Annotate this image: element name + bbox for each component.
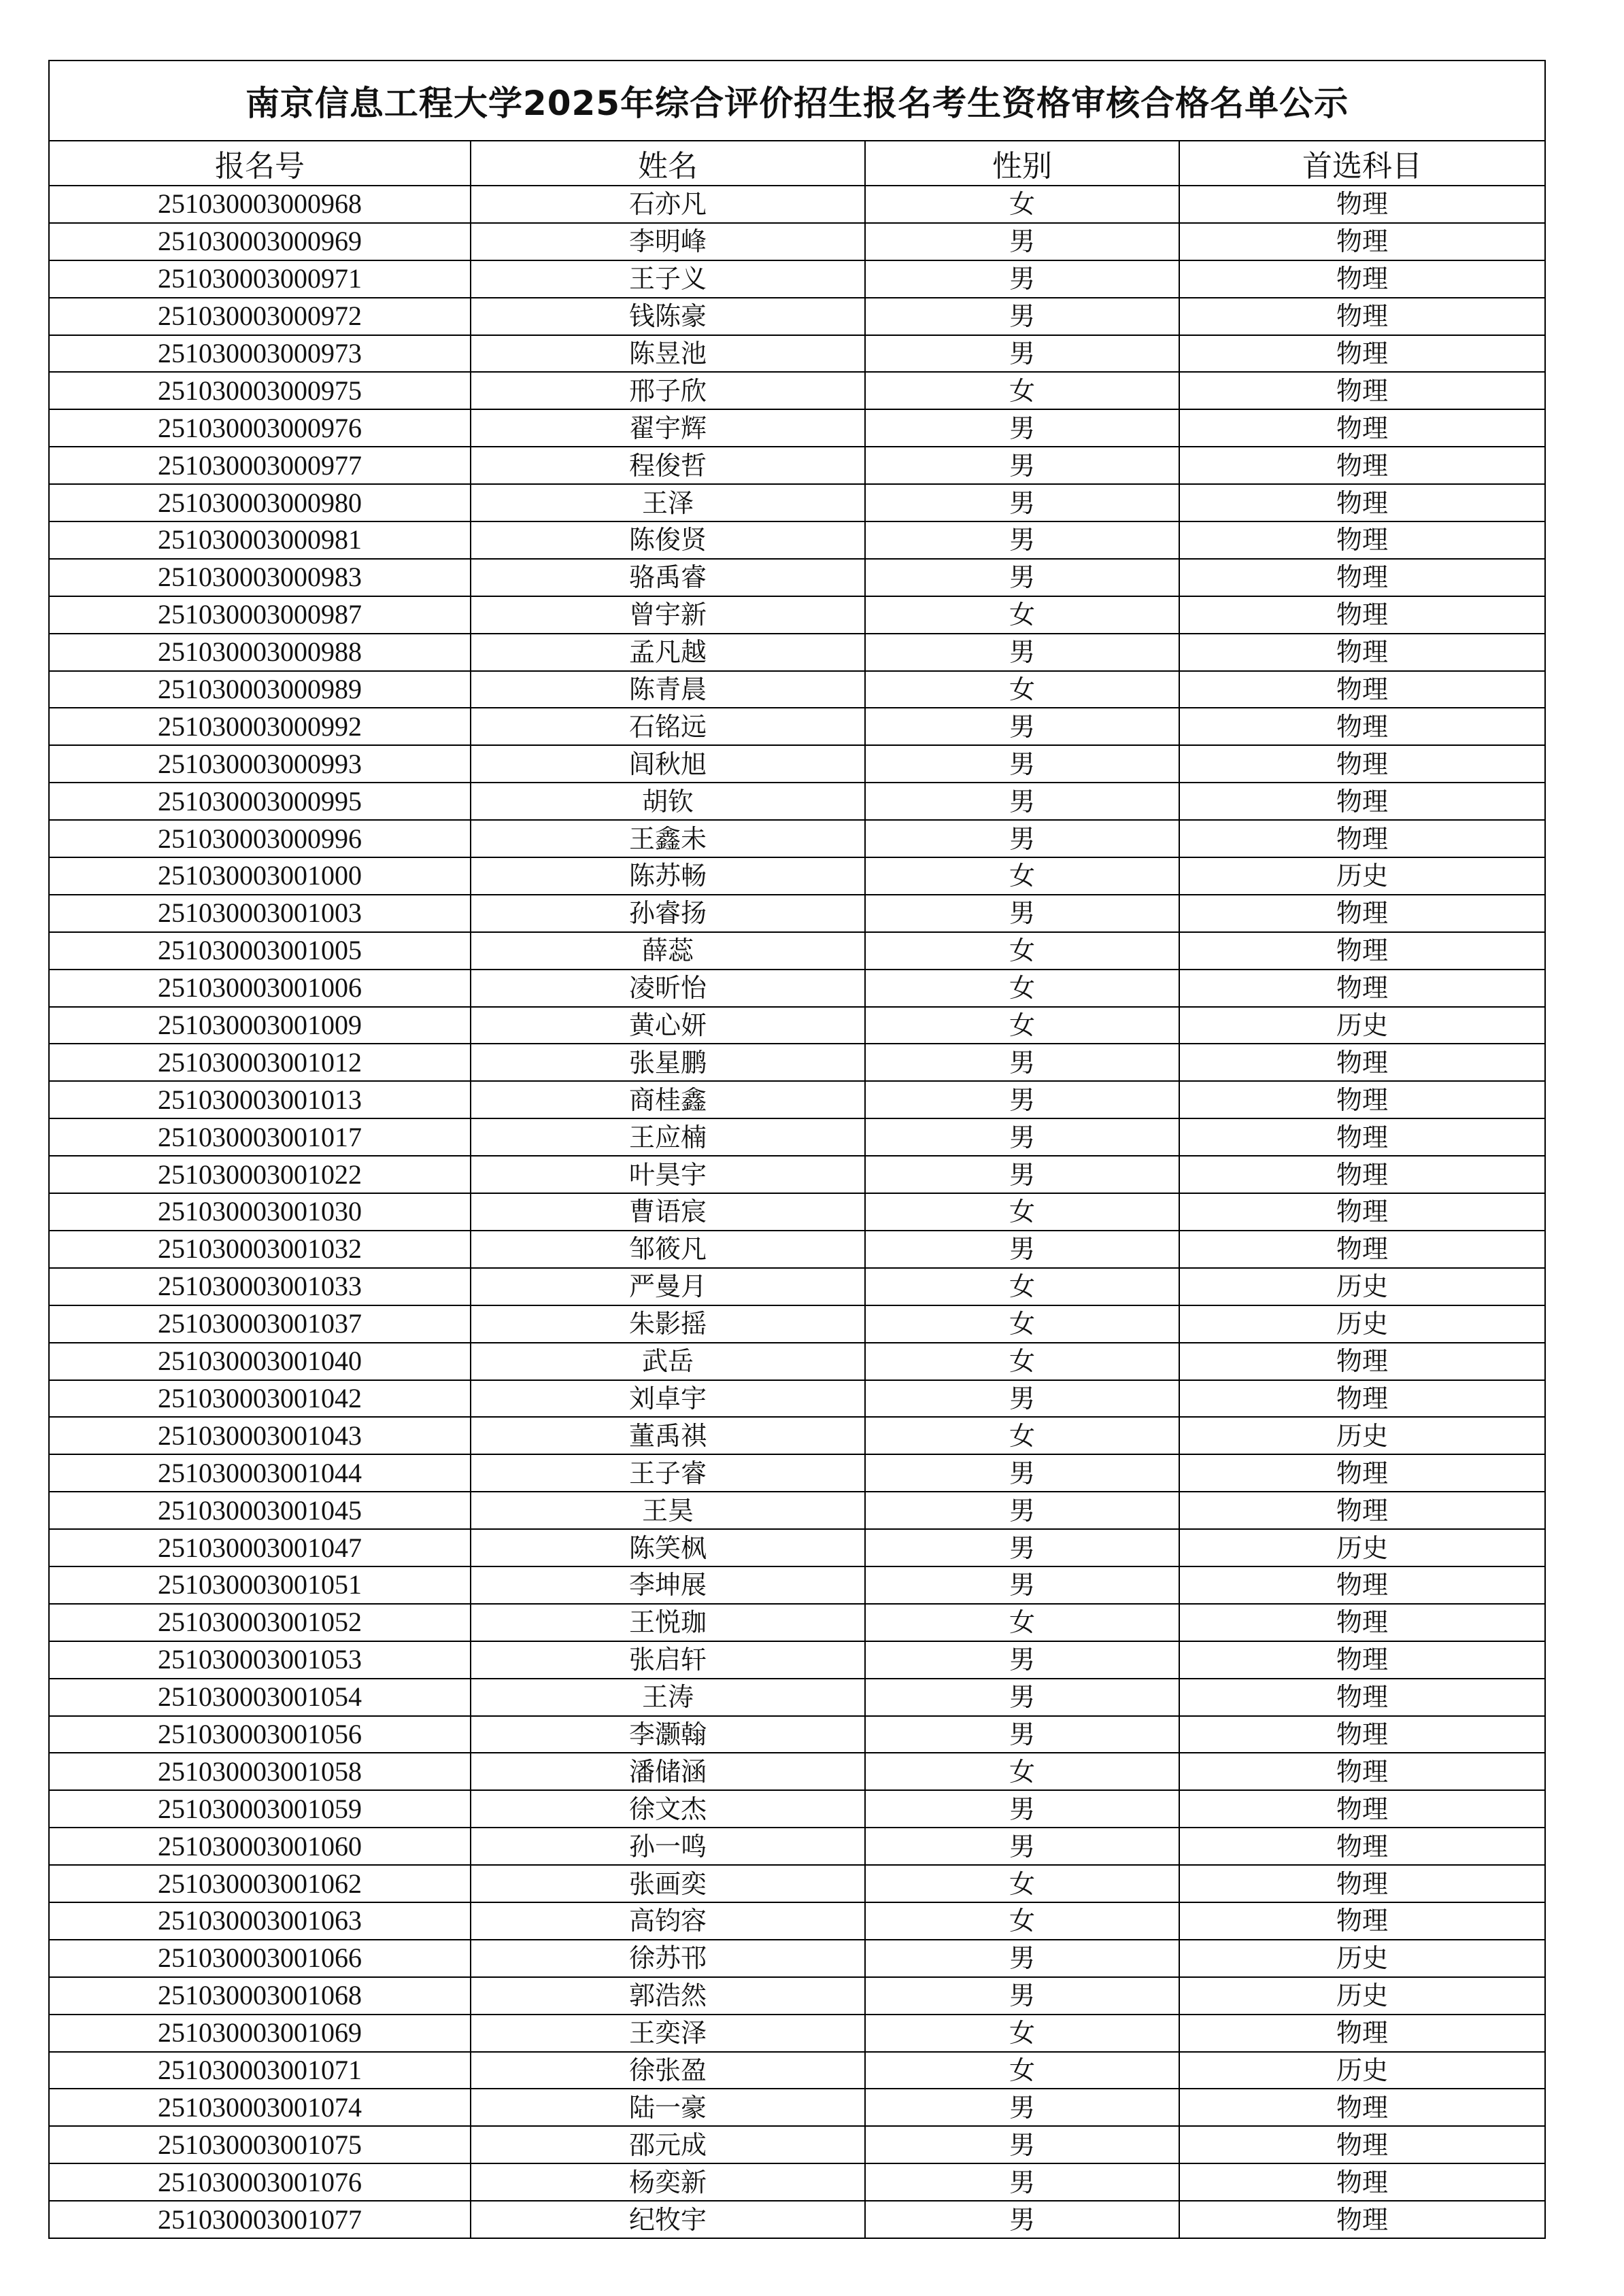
gender-cell: 男 <box>865 260 1179 298</box>
name-cell: 邢子欣 <box>471 372 865 409</box>
name-cell: 凌昕怡 <box>471 970 865 1007</box>
subject-cell: 物理 <box>1179 1790 1545 1828</box>
column-header-name: 姓名 <box>471 141 865 186</box>
name-cell: 徐文杰 <box>471 1790 865 1828</box>
subject-cell: 物理 <box>1179 260 1545 298</box>
gender-cell: 男 <box>865 1679 1179 1716</box>
subject-cell: 历史 <box>1179 1007 1545 1044</box>
table-row <box>49 186 1545 223</box>
gender-cell: 女 <box>865 1343 1179 1380</box>
gender-cell: 男 <box>865 335 1179 373</box>
name-cell: 黄心妍 <box>471 1007 865 1044</box>
gender-cell: 男 <box>865 1940 1179 1977</box>
gender-cell: 女 <box>865 186 1179 223</box>
name-cell: 陈昱池 <box>471 335 865 373</box>
registration-no-cell: 251030003001012 <box>49 1044 471 1081</box>
page-title: 南京信息工程大学2025年综合评价招生报名考生资格审核合格名单公示 <box>49 61 1545 141</box>
subject-cell: 物理 <box>1179 820 1545 857</box>
registration-no-cell: 251030003001003 <box>49 895 471 932</box>
table-row <box>49 1118 1545 1156</box>
table-row <box>49 335 1545 373</box>
subject-cell: 物理 <box>1179 708 1545 745</box>
registration-no-cell: 251030003001040 <box>49 1343 471 1380</box>
table-row <box>49 857 1545 895</box>
table-row <box>49 2052 1545 2089</box>
column-header-registration-no: 报名号 <box>49 141 471 186</box>
title-row <box>49 61 1545 141</box>
registration-no-cell: 251030003001066 <box>49 1940 471 1977</box>
registration-no-cell: 251030003001030 <box>49 1193 471 1231</box>
gender-cell: 男 <box>865 1156 1179 1193</box>
gender-cell: 女 <box>865 1865 1179 1902</box>
name-cell: 潘储涵 <box>471 1753 865 1790</box>
subject-cell: 物理 <box>1179 1865 1545 1902</box>
table-row <box>49 1156 1545 1193</box>
subject-cell: 物理 <box>1179 1641 1545 1679</box>
subject-cell: 物理 <box>1179 1081 1545 1118</box>
registration-no-cell: 251030003001033 <box>49 1268 471 1305</box>
registration-no-cell: 251030003001000 <box>49 857 471 895</box>
table-row <box>49 447 1545 484</box>
registration-no-cell: 251030003001076 <box>49 2163 471 2201</box>
gender-cell: 男 <box>865 2201 1179 2238</box>
gender-cell: 女 <box>865 857 1179 895</box>
name-cell: 陈笑枫 <box>471 1529 865 1566</box>
name-cell: 胡钦 <box>471 783 865 820</box>
name-cell: 程俊哲 <box>471 447 865 484</box>
table-row <box>49 820 1545 857</box>
name-cell: 陈青晨 <box>471 671 865 708</box>
gender-cell: 女 <box>865 2015 1179 2052</box>
gender-cell: 男 <box>865 634 1179 671</box>
gender-cell: 男 <box>865 2163 1179 2201</box>
table-row <box>49 1231 1545 1268</box>
registration-no-cell: 251030003001075 <box>49 2126 471 2163</box>
subject-cell: 物理 <box>1179 1118 1545 1156</box>
subject-cell: 物理 <box>1179 2163 1545 2201</box>
admission-list-table <box>48 60 1546 2239</box>
gender-cell: 男 <box>865 1044 1179 1081</box>
subject-cell: 物理 <box>1179 634 1545 671</box>
gender-cell: 男 <box>865 1454 1179 1492</box>
subject-cell: 物理 <box>1179 1828 1545 1865</box>
registration-no-cell: 251030003001077 <box>49 2201 471 2238</box>
gender-cell: 男 <box>865 1716 1179 1753</box>
table-row <box>49 596 1545 634</box>
registration-no-cell: 251030003000993 <box>49 745 471 783</box>
subject-cell: 物理 <box>1179 298 1545 335</box>
registration-no-cell: 251030003001005 <box>49 932 471 970</box>
name-cell: 石铭远 <box>471 708 865 745</box>
table-row <box>49 1977 1545 2015</box>
name-cell: 钱陈豪 <box>471 298 865 335</box>
name-cell: 徐张盈 <box>471 2052 865 2089</box>
registration-no-cell: 251030003001054 <box>49 1679 471 1716</box>
table-row <box>49 1790 1545 1828</box>
name-cell: 武岳 <box>471 1343 865 1380</box>
gender-cell: 男 <box>865 447 1179 484</box>
registration-no-cell: 251030003001068 <box>49 1977 471 2015</box>
registration-no-cell: 251030003001058 <box>49 1753 471 1790</box>
registration-no-cell: 251030003000977 <box>49 447 471 484</box>
table-row <box>49 634 1545 671</box>
subject-cell: 物理 <box>1179 596 1545 634</box>
name-cell: 王涛 <box>471 1679 865 1716</box>
column-header-gender: 性别 <box>865 141 1179 186</box>
subject-cell: 物理 <box>1179 745 1545 783</box>
registration-no-cell: 251030003001052 <box>49 1604 471 1641</box>
header-row <box>49 141 1545 186</box>
name-cell: 王悦珈 <box>471 1604 865 1641</box>
subject-cell: 物理 <box>1179 1566 1545 1604</box>
registration-no-cell: 251030003001045 <box>49 1492 471 1529</box>
table-row <box>49 1268 1545 1305</box>
subject-cell: 历史 <box>1179 2052 1545 2089</box>
subject-cell: 物理 <box>1179 1454 1545 1492</box>
registration-no-cell: 251030003001071 <box>49 2052 471 2089</box>
gender-cell: 女 <box>865 1193 1179 1231</box>
name-cell: 张画奕 <box>471 1865 865 1902</box>
table-row <box>49 1492 1545 1529</box>
subject-cell: 物理 <box>1179 1380 1545 1418</box>
subject-cell: 物理 <box>1179 1604 1545 1641</box>
registration-no-cell: 251030003000976 <box>49 409 471 447</box>
name-cell: 骆禹睿 <box>471 559 865 596</box>
name-cell: 王子睿 <box>471 1454 865 1492</box>
gender-cell: 男 <box>865 559 1179 596</box>
gender-cell: 男 <box>865 1118 1179 1156</box>
registration-no-cell: 251030003001042 <box>49 1380 471 1418</box>
table-row <box>49 1828 1545 1865</box>
gender-cell: 男 <box>865 1641 1179 1679</box>
name-cell: 石亦凡 <box>471 186 865 223</box>
table-row <box>49 1305 1545 1343</box>
table-row <box>49 2163 1545 2201</box>
gender-cell: 女 <box>865 932 1179 970</box>
subject-cell: 物理 <box>1179 1343 1545 1380</box>
registration-no-cell: 251030003000988 <box>49 634 471 671</box>
subject-cell: 历史 <box>1179 1940 1545 1977</box>
table-row <box>49 970 1545 1007</box>
subject-cell: 物理 <box>1179 1492 1545 1529</box>
gender-cell: 男 <box>865 1529 1179 1566</box>
table-row <box>49 1753 1545 1790</box>
subject-cell: 历史 <box>1179 857 1545 895</box>
subject-cell: 物理 <box>1179 895 1545 932</box>
table-row <box>49 1679 1545 1716</box>
name-cell: 王子义 <box>471 260 865 298</box>
name-cell: 陈俊贤 <box>471 521 865 559</box>
name-cell: 王昊 <box>471 1492 865 1529</box>
registration-no-cell: 251030003001022 <box>49 1156 471 1193</box>
gender-cell: 男 <box>865 1380 1179 1418</box>
registration-no-cell: 251030003001032 <box>49 1231 471 1268</box>
registration-no-cell: 251030003001013 <box>49 1081 471 1118</box>
table-row <box>49 1902 1545 1940</box>
table-row <box>49 783 1545 820</box>
registration-no-cell: 251030003001006 <box>49 970 471 1007</box>
gender-cell: 男 <box>865 1231 1179 1268</box>
subject-cell: 物理 <box>1179 409 1545 447</box>
name-cell: 闾秋旭 <box>471 745 865 783</box>
table-row <box>49 745 1545 783</box>
name-cell: 邵元成 <box>471 2126 865 2163</box>
subject-cell: 物理 <box>1179 671 1545 708</box>
subject-cell: 物理 <box>1179 335 1545 373</box>
name-cell: 杨奕新 <box>471 2163 865 2201</box>
name-cell: 张星鹏 <box>471 1044 865 1081</box>
subject-cell: 物理 <box>1179 484 1545 521</box>
subject-cell: 物理 <box>1179 932 1545 970</box>
registration-no-cell: 251030003000972 <box>49 298 471 335</box>
name-cell: 张启轩 <box>471 1641 865 1679</box>
gender-cell: 男 <box>865 1828 1179 1865</box>
registration-no-cell: 251030003001043 <box>49 1417 471 1454</box>
registration-no-cell: 251030003000995 <box>49 783 471 820</box>
name-cell: 董禹祺 <box>471 1417 865 1454</box>
gender-cell: 女 <box>865 372 1179 409</box>
name-cell: 王泽 <box>471 484 865 521</box>
subject-cell: 物理 <box>1179 1753 1545 1790</box>
gender-cell: 男 <box>865 521 1179 559</box>
registration-no-cell: 251030003000969 <box>49 223 471 260</box>
registration-no-cell: 251030003001047 <box>49 1529 471 1566</box>
registration-no-cell: 251030003000981 <box>49 521 471 559</box>
registration-no-cell: 251030003000980 <box>49 484 471 521</box>
table-row <box>49 2126 1545 2163</box>
table-row <box>49 372 1545 409</box>
column-header-subject: 首选科目 <box>1179 141 1545 186</box>
subject-cell: 物理 <box>1179 2089 1545 2126</box>
table-row <box>49 1007 1545 1044</box>
gender-cell: 男 <box>865 484 1179 521</box>
subject-cell: 物理 <box>1179 223 1545 260</box>
name-cell: 李灏翰 <box>471 1716 865 1753</box>
subject-cell: 物理 <box>1179 1156 1545 1193</box>
name-cell: 孟凡越 <box>471 634 865 671</box>
table-row <box>49 1380 1545 1418</box>
gender-cell: 男 <box>865 1492 1179 1529</box>
table-row <box>49 484 1545 521</box>
table-row <box>49 1641 1545 1679</box>
subject-cell: 物理 <box>1179 372 1545 409</box>
name-cell: 高钧容 <box>471 1902 865 1940</box>
registration-no-cell: 251030003001059 <box>49 1790 471 1828</box>
gender-cell: 男 <box>865 895 1179 932</box>
gender-cell: 女 <box>865 1305 1179 1343</box>
gender-cell: 女 <box>865 1007 1179 1044</box>
subject-cell: 物理 <box>1179 1679 1545 1716</box>
subject-cell: 物理 <box>1179 2015 1545 2052</box>
registration-no-cell: 251030003000996 <box>49 820 471 857</box>
subject-cell: 物理 <box>1179 2126 1545 2163</box>
table-row <box>49 521 1545 559</box>
name-cell: 王奕泽 <box>471 2015 865 2052</box>
table-row <box>49 1940 1545 1977</box>
gender-cell: 女 <box>865 1604 1179 1641</box>
subject-cell: 物理 <box>1179 1044 1545 1081</box>
gender-cell: 男 <box>865 223 1179 260</box>
table-row <box>49 260 1545 298</box>
gender-cell: 女 <box>865 1902 1179 1940</box>
gender-cell: 男 <box>865 2089 1179 2126</box>
table-body <box>49 186 1545 2238</box>
name-cell: 孙一鸣 <box>471 1828 865 1865</box>
gender-cell: 女 <box>865 970 1179 1007</box>
name-cell: 郭浩然 <box>471 1977 865 2015</box>
name-cell: 李明峰 <box>471 223 865 260</box>
table-row <box>49 1454 1545 1492</box>
gender-cell: 女 <box>865 1268 1179 1305</box>
gender-cell: 男 <box>865 820 1179 857</box>
table-row <box>49 671 1545 708</box>
gender-cell: 男 <box>865 2126 1179 2163</box>
name-cell: 严曼月 <box>471 1268 865 1305</box>
table-row <box>49 2089 1545 2126</box>
registration-no-cell: 251030003000975 <box>49 372 471 409</box>
name-cell: 薛蕊 <box>471 932 865 970</box>
name-cell: 李坤展 <box>471 1566 865 1604</box>
registration-no-cell: 251030003001060 <box>49 1828 471 1865</box>
registration-no-cell: 251030003001009 <box>49 1007 471 1044</box>
subject-cell: 历史 <box>1179 1529 1545 1566</box>
name-cell: 邹筱凡 <box>471 1231 865 1268</box>
subject-cell: 历史 <box>1179 1268 1545 1305</box>
subject-cell: 物理 <box>1179 783 1545 820</box>
table-row <box>49 1716 1545 1753</box>
table-row <box>49 559 1545 596</box>
subject-cell: 物理 <box>1179 2201 1545 2238</box>
gender-cell: 女 <box>865 596 1179 634</box>
gender-cell: 男 <box>865 409 1179 447</box>
registration-no-cell: 251030003001053 <box>49 1641 471 1679</box>
name-cell: 孙睿扬 <box>471 895 865 932</box>
table-row <box>49 1604 1545 1641</box>
table-row <box>49 708 1545 745</box>
registration-no-cell: 251030003000971 <box>49 260 471 298</box>
table-row <box>49 932 1545 970</box>
table-row <box>49 895 1545 932</box>
table-row <box>49 409 1545 447</box>
gender-cell: 男 <box>865 745 1179 783</box>
name-cell: 王鑫未 <box>471 820 865 857</box>
registration-no-cell: 251030003001051 <box>49 1566 471 1604</box>
gender-cell: 女 <box>865 1753 1179 1790</box>
table-row <box>49 1529 1545 1566</box>
name-cell: 商桂鑫 <box>471 1081 865 1118</box>
table-row <box>49 1865 1545 1902</box>
subject-cell: 物理 <box>1179 447 1545 484</box>
name-cell: 陆一豪 <box>471 2089 865 2126</box>
name-cell: 曹语宸 <box>471 1193 865 1231</box>
name-cell: 陈苏畅 <box>471 857 865 895</box>
subject-cell: 物理 <box>1179 970 1545 1007</box>
subject-cell: 物理 <box>1179 1716 1545 1753</box>
gender-cell: 男 <box>865 783 1179 820</box>
registration-no-cell: 251030003000989 <box>49 671 471 708</box>
subject-cell: 物理 <box>1179 1231 1545 1268</box>
name-cell: 曾宇新 <box>471 596 865 634</box>
subject-cell: 历史 <box>1179 1305 1545 1343</box>
registration-no-cell: 251030003001037 <box>49 1305 471 1343</box>
gender-cell: 男 <box>865 298 1179 335</box>
name-cell: 朱影摇 <box>471 1305 865 1343</box>
subject-cell: 物理 <box>1179 1193 1545 1231</box>
gender-cell: 男 <box>865 708 1179 745</box>
table-row <box>49 1081 1545 1118</box>
subject-cell: 物理 <box>1179 186 1545 223</box>
table-row <box>49 1193 1545 1231</box>
registration-no-cell: 251030003000987 <box>49 596 471 634</box>
table-row <box>49 1417 1545 1454</box>
gender-cell: 男 <box>865 1566 1179 1604</box>
subject-cell: 物理 <box>1179 1902 1545 1940</box>
registration-no-cell: 251030003000973 <box>49 335 471 373</box>
registration-no-cell: 251030003001017 <box>49 1118 471 1156</box>
registration-no-cell: 251030003001063 <box>49 1902 471 1940</box>
gender-cell: 女 <box>865 1417 1179 1454</box>
name-cell: 刘卓宇 <box>471 1380 865 1418</box>
table-row <box>49 1343 1545 1380</box>
subject-cell: 物理 <box>1179 559 1545 596</box>
gender-cell: 女 <box>865 2052 1179 2089</box>
registration-no-cell: 251030003001074 <box>49 2089 471 2126</box>
subject-cell: 历史 <box>1179 1977 1545 2015</box>
name-cell: 叶昊宇 <box>471 1156 865 1193</box>
subject-cell: 历史 <box>1179 1417 1545 1454</box>
table-row <box>49 223 1545 260</box>
registration-no-cell: 251030003001056 <box>49 1716 471 1753</box>
table-row <box>49 2015 1545 2052</box>
registration-no-cell: 251030003001044 <box>49 1454 471 1492</box>
name-cell: 王应楠 <box>471 1118 865 1156</box>
gender-cell: 男 <box>865 1977 1179 2015</box>
registration-no-cell: 251030003001069 <box>49 2015 471 2052</box>
table-row <box>49 298 1545 335</box>
name-cell: 徐苏邗 <box>471 1940 865 1977</box>
table-row <box>49 2201 1545 2238</box>
name-cell: 翟宇辉 <box>471 409 865 447</box>
gender-cell: 女 <box>865 671 1179 708</box>
name-cell: 纪牧宇 <box>471 2201 865 2238</box>
registration-no-cell: 251030003000992 <box>49 708 471 745</box>
table-row <box>49 1566 1545 1604</box>
registration-no-cell: 251030003000968 <box>49 186 471 223</box>
gender-cell: 男 <box>865 1790 1179 1828</box>
subject-cell: 物理 <box>1179 521 1545 559</box>
table-row <box>49 1044 1545 1081</box>
registration-no-cell: 251030003000983 <box>49 559 471 596</box>
registration-no-cell: 251030003001062 <box>49 1865 471 1902</box>
gender-cell: 男 <box>865 1081 1179 1118</box>
